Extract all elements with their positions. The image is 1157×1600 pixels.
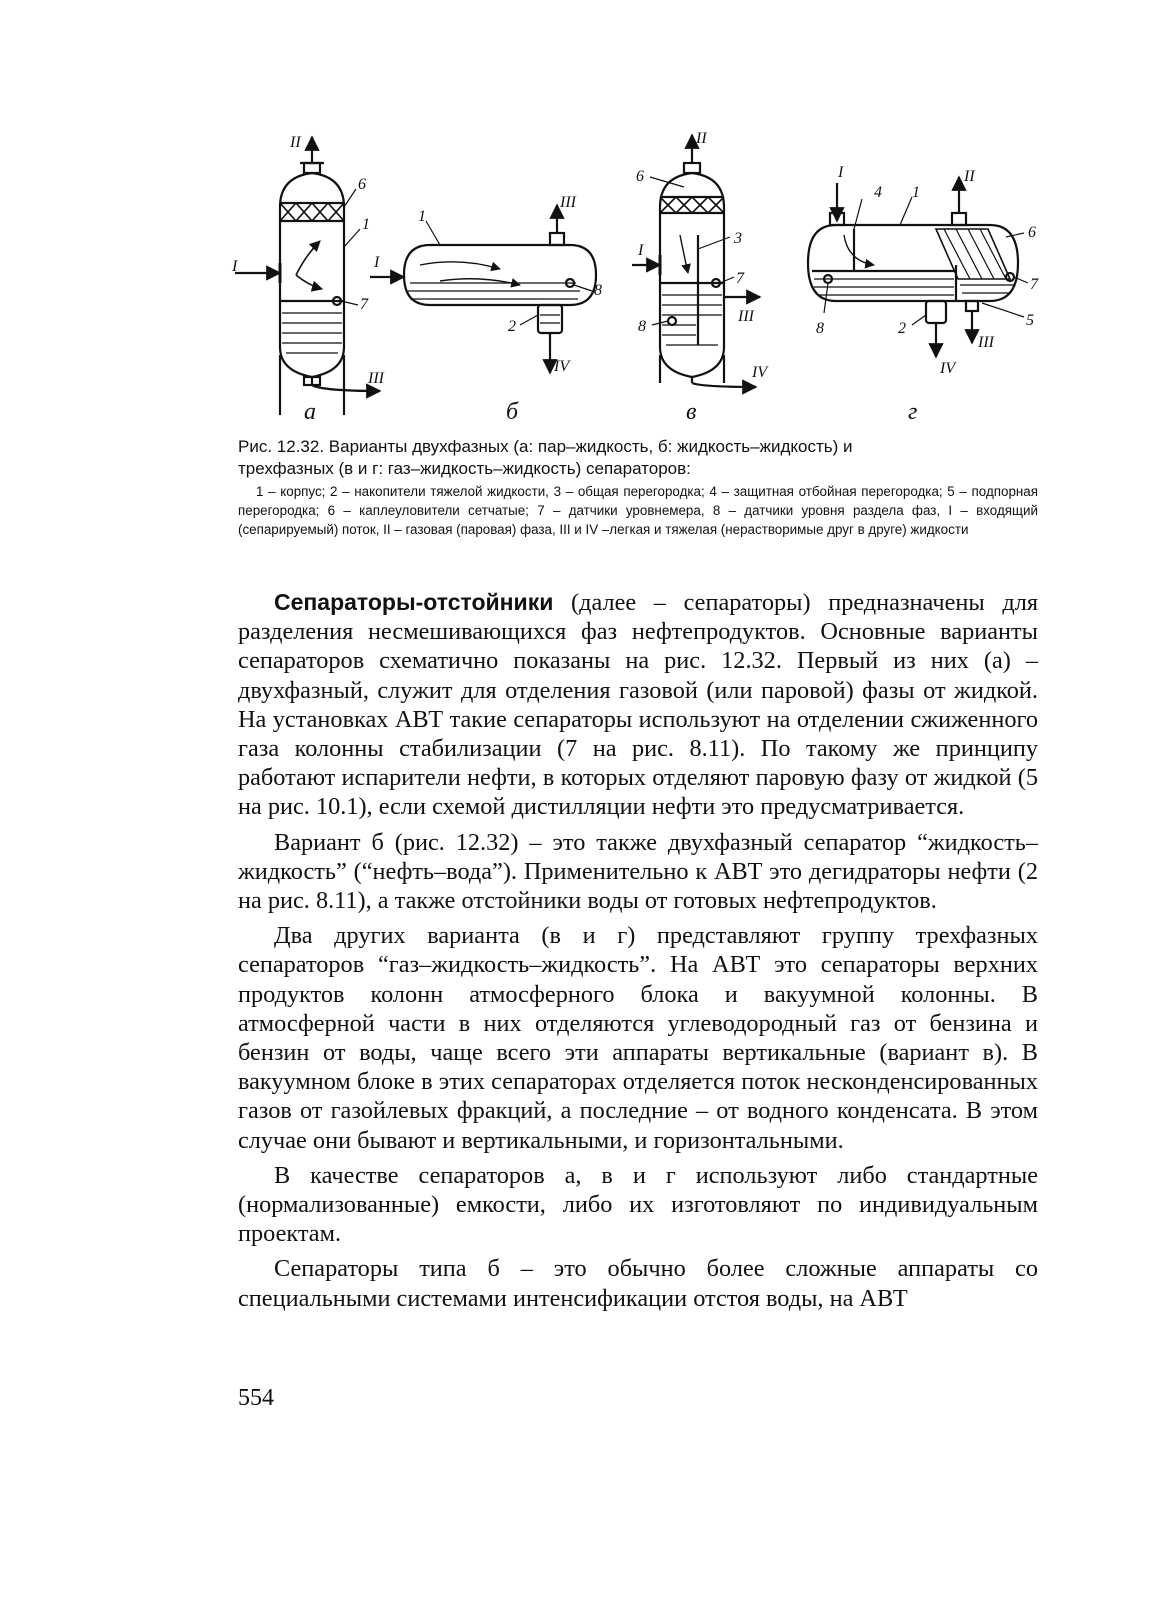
body-text (238, 588, 1038, 1313)
caption-title-line: трехфазных (в и г: газ–жидкость–жидкость) сепараторов: (238, 459, 691, 478)
panel-label-a: а (304, 399, 316, 425)
label-g-7: 7 (1030, 276, 1038, 293)
label-g-III: III (978, 334, 994, 351)
paragraph: Вариант б (рис. 12.32) – это также двухфазный сепаратор “жидкость–жидкость” (“нефть–вода”). Применительно к АВТ это дегидраторы нефти (2 на рис. 8.11), а также отстойники воды от готовых нефтепродуктов. (238, 828, 1038, 915)
label-a-6: 6 (358, 176, 366, 193)
paragraph: Два других варианта (в и г) представляют группу трехфазных сепараторов “газ–жидкость–жидкость”. На АВТ это сепараторы верхних продуктов колонн атмосферного блока и вакуумной колонны. В атмосферной части в них отделяются углеводородный газ от бензина и бензин от воды, чаще всего эти аппараты вертикальные (вариант в). В вакуумном блоке в этих сепараторах отделяется поток несконденсированных газов от газойлевых фракций, а последние – от водного конденсата. В этом случае они бывают и вертикальными, и горизонтальными. (238, 922, 1038, 1154)
caption-title-line: Рис. 12.32. Варианты двухфазных (а: пар–жидкость, б: жидкость–жидкость) и (238, 437, 853, 456)
panel-label-g: г (908, 399, 918, 425)
label-v-8: 8 (638, 318, 646, 335)
label-a-III: III (368, 370, 384, 387)
label-v-3: 3 (734, 230, 742, 247)
term-lead: Сепараторы-отстойники (274, 589, 554, 615)
label-g-II: II (964, 168, 975, 185)
paragraph (238, 588, 1038, 822)
label-g-I: I (838, 164, 844, 181)
paragraph-text: (далее – сепараторы) предназначены для разделения несмешивающихся фаз нефтепродуктов. Основные варианты сепараторов схематично показаны на рис. 12.32. Первый из них (а) – двухфазный, служит для отделения газовой (или паровой) фазы от жидкой. На установках АВТ такие сепараторы используют на отделении сжиженного газа колонны стабилизации (7 на рис. 8.11). По такому же принципу работают испарители нефти, в которых отделяют паровую фазу от жидкой (5 на рис. 10.1), если схемой дистилляции нефти это предусматривается. (238, 589, 1038, 821)
label-a-I: I (232, 258, 238, 275)
label-g-6: 6 (1028, 224, 1036, 241)
label-b-2: 2 (508, 318, 516, 335)
label-a-1: 1 (362, 216, 370, 233)
caption-title (238, 436, 1038, 480)
label-v-III: III (738, 308, 754, 325)
label-g-1: 1 (912, 184, 920, 201)
separator-g (808, 177, 1018, 357)
label-b-I: I (374, 254, 380, 271)
label-g-2: 2 (898, 320, 906, 337)
label-g-4: 4 (874, 184, 882, 201)
label-v-6: 6 (636, 168, 644, 185)
label-b-1: 1 (418, 208, 426, 225)
label-g-8: 8 (816, 320, 824, 337)
separator-figure (232, 125, 1050, 430)
label-v-I: I (638, 242, 644, 259)
panel-label-v: в (686, 399, 697, 425)
label-b-III: III (560, 194, 576, 211)
figure-caption (238, 436, 1038, 539)
label-g-IV: IV (940, 360, 956, 377)
label-a-II: II (290, 134, 301, 151)
label-v-7: 7 (736, 270, 744, 287)
separator-b (370, 205, 596, 373)
paragraph: Сепараторы типа б – это обычно более сложные аппараты со специальными системами интенсификации отстоя воды, на АВТ (238, 1255, 1038, 1312)
label-v-II: II (696, 130, 707, 147)
label-v-IV: IV (752, 364, 768, 381)
label-b-IV: IV (554, 358, 570, 375)
label-g-5: 5 (1026, 312, 1034, 329)
caption-legend: 1 – корпус; 2 – накопители тяжелой жидкости, 3 – общая перегородка; 4 – защитная отбойная перегородка; 5 – подпорная перегородка; 6 – каплеуловители сетчатые; 7 – датчики уровнемера, 8 – датчики уровня раздела фаз, I – входящий (сепарируемый) поток, II – газовая (паровая) фаза, III и IV –легкая и тяжелая (нерастворимые друг в друге) жидкости (238, 484, 1038, 537)
paragraph: В качестве сепараторов а, в и г используют либо стандартные (нормализованные) емкости, либо их изготовляют по индивидуальным проектам. (238, 1161, 1038, 1248)
page-number: 554 (238, 1385, 274, 1411)
label-b-8: 8 (594, 282, 602, 299)
panel-label-b: б (506, 399, 519, 425)
label-a-7: 7 (360, 296, 368, 313)
separator-v (632, 135, 760, 387)
